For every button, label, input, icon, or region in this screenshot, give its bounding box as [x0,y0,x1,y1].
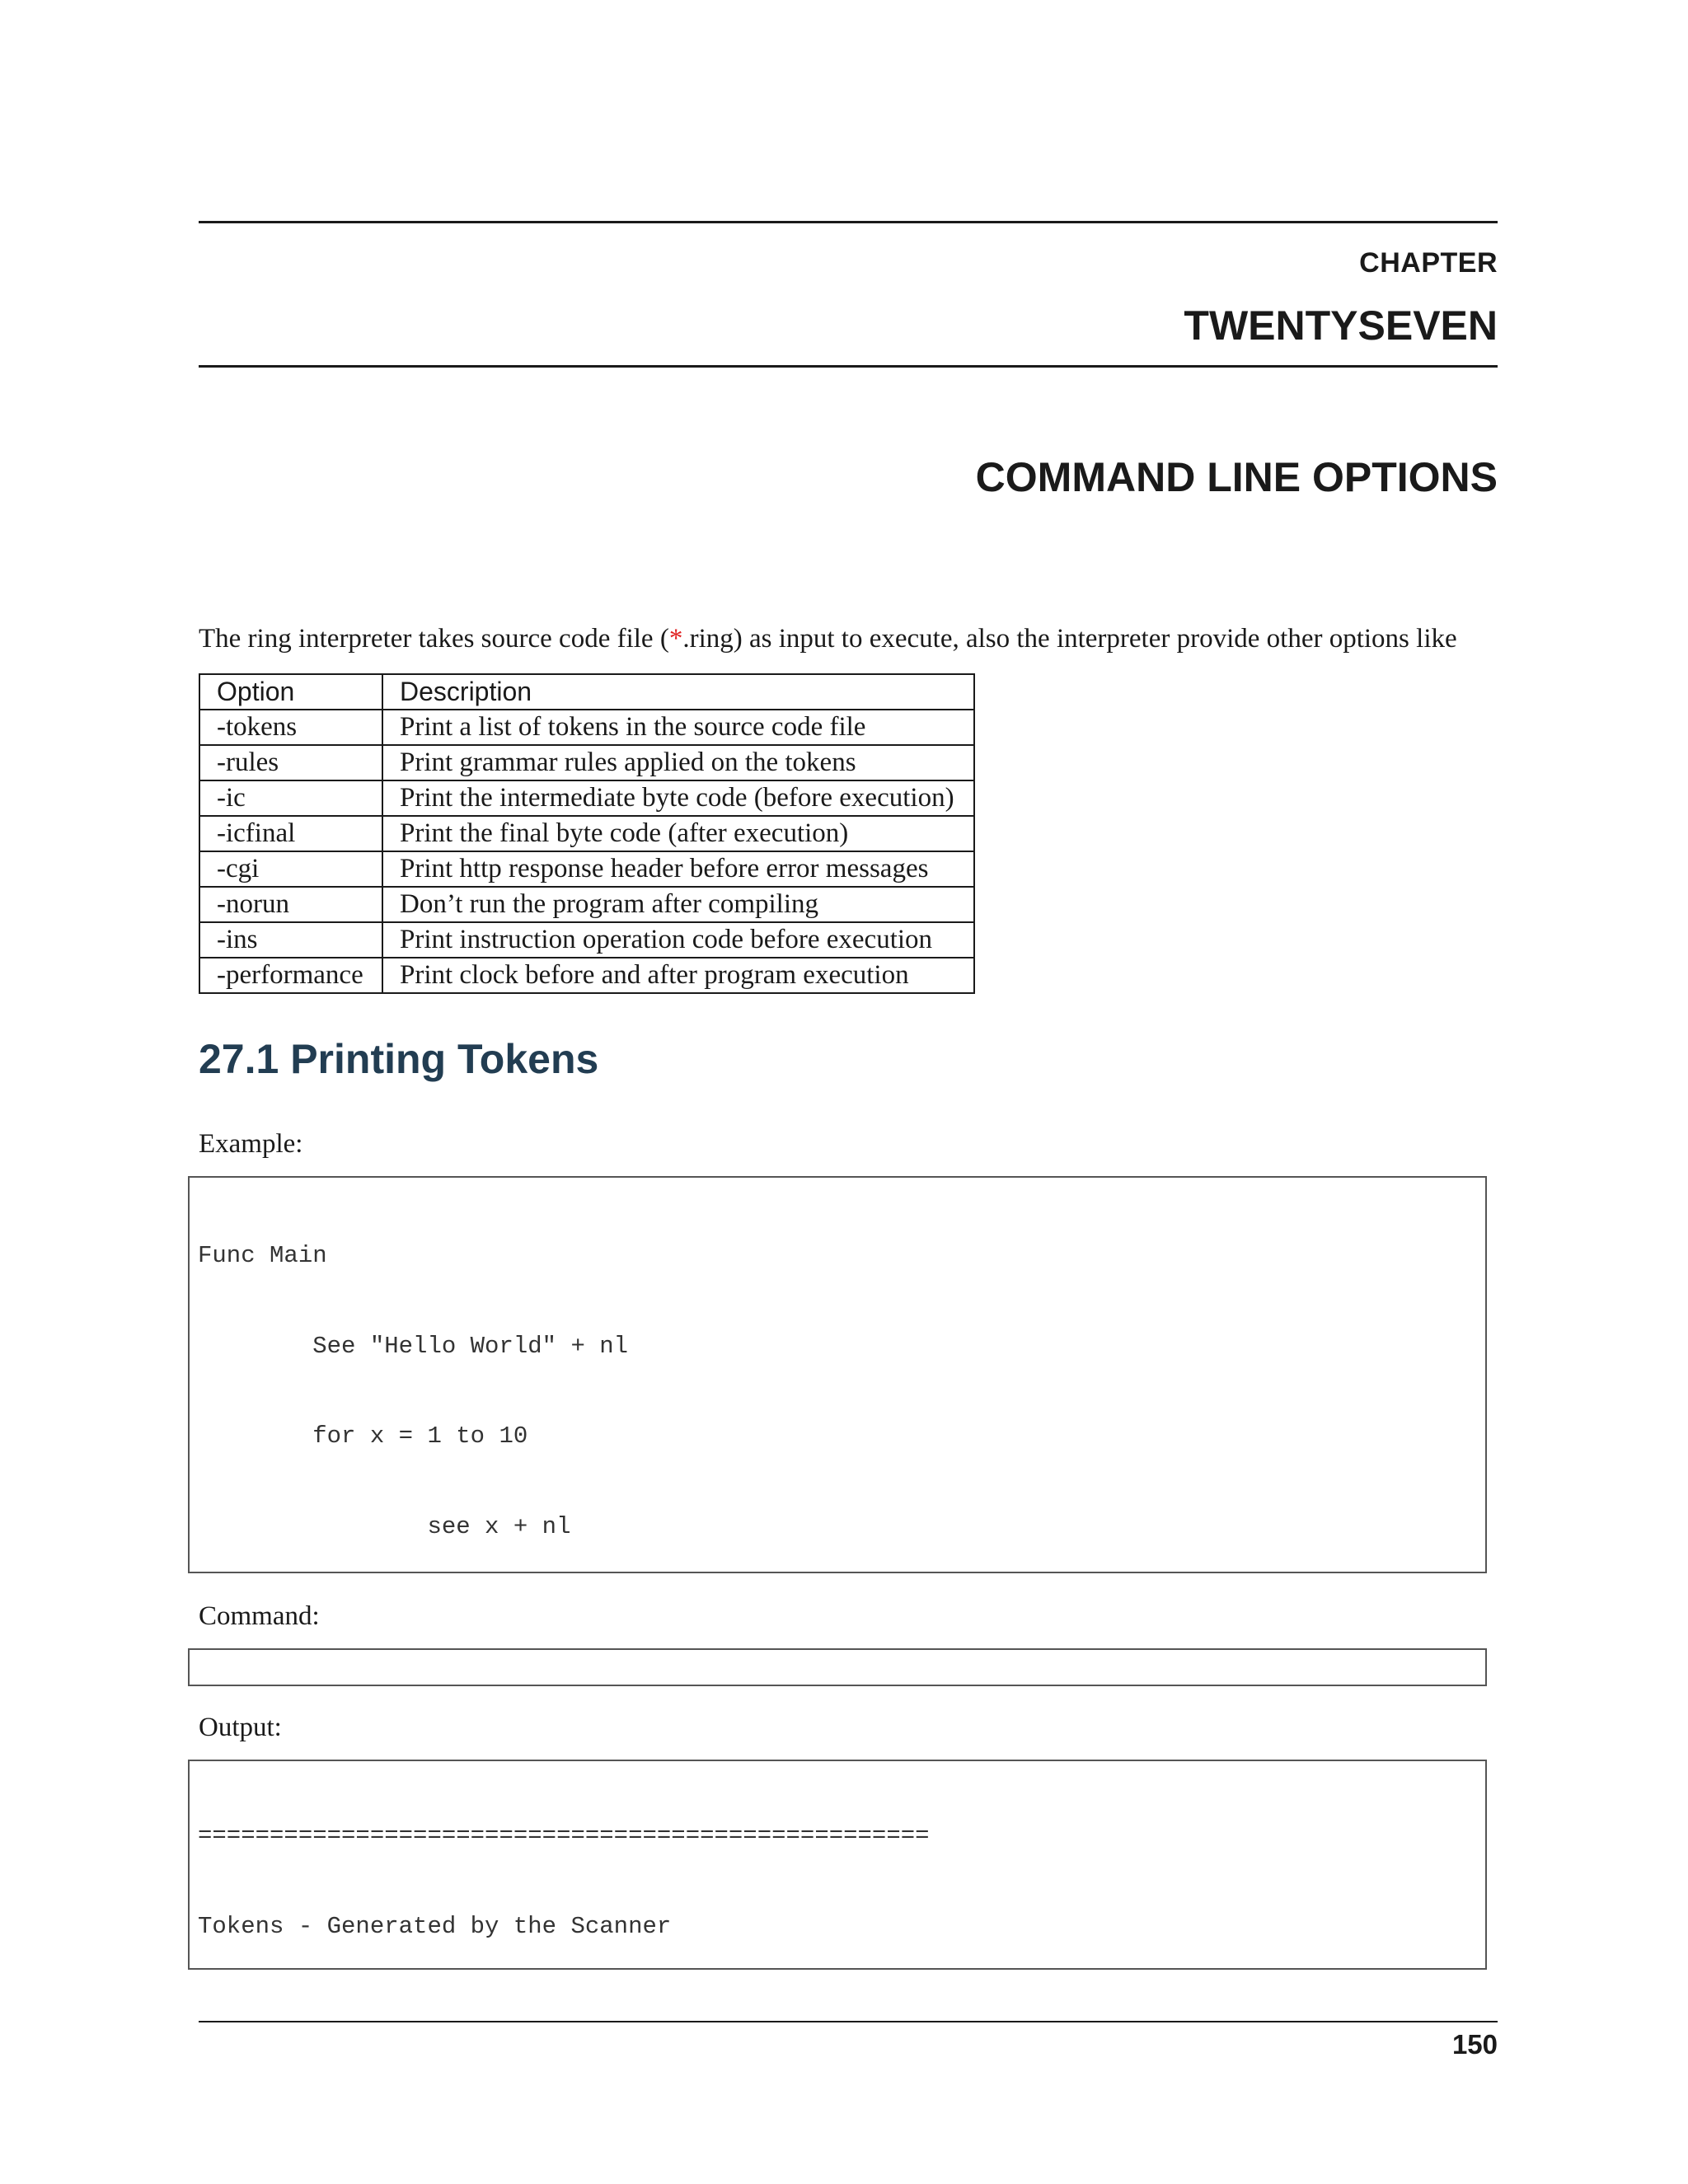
code-line: Tokens - Generated by the Scanner [198,1912,672,1940]
code-line: Func Main [198,1242,327,1269]
options-table-header [199,674,974,710]
option-cell: -performance [199,958,382,993]
option-cell: -cgi [199,851,382,887]
chapter-label: CHAPTER [1359,247,1498,279]
code-line: =================================================== [198,1822,930,1849]
output-code-block [188,1760,1487,1970]
option-cell: -ins [199,922,382,958]
code-line: See "Hello World" + nl [198,1332,629,1360]
option-cell: -rules [199,745,382,780]
header-option: Option [199,674,382,710]
example-label: Example: [199,1129,303,1159]
description-cell: Print the final byte code (after execution) [382,816,974,851]
description-cell: Print the intermediate byte code (before execution) [382,780,974,816]
table-row [199,922,974,958]
description-cell: Print instruction operation code before execution [382,922,974,958]
intro-text-before: The ring interpreter takes source code file ( [199,624,669,654]
description-cell: Print grammar rules applied on the tokens [382,745,974,780]
description-cell: Print a list of tokens in the source code file [382,710,974,745]
table-row [199,887,974,922]
chapter-top-rule [199,221,1498,223]
options-table [199,673,975,994]
example-code-block [188,1176,1487,1573]
intro-text-after: .ring) as input to execute, also the interpreter provide other options like [682,624,1457,654]
table-row [199,780,974,816]
table-row [199,851,974,887]
command-code-block [188,1648,1487,1686]
code-line: see x + nl [198,1512,571,1540]
command-label: Command: [199,1601,320,1631]
output-label: Output: [199,1713,282,1742]
description-cell: Print clock before and after program execution [382,958,974,993]
intro-paragraph [199,624,1457,654]
description-cell: Don’t run the program after compiling [382,887,974,922]
table-row [199,710,974,745]
table-row [199,958,974,993]
option-cell: -icfinal [199,816,382,851]
option-cell: -norun [199,887,382,922]
table-row [199,745,974,780]
chapter-number: TWENTYSEVEN [1184,302,1498,349]
option-cell: -tokens [199,710,382,745]
option-cell: -ic [199,780,382,816]
page-number: 150 [1451,2029,1498,2060]
footer-rule [199,2021,1498,2022]
code-line: for x = 1 to 10 [198,1422,528,1450]
section-heading: 27.1 Printing Tokens [199,1036,599,1082]
chapter-bottom-rule [199,365,1498,368]
header-description: Description [382,674,974,710]
table-row [199,816,974,851]
intro-wildcard-link[interactable]: * [668,624,683,654]
description-cell: Print http response header before error messages [382,851,974,887]
chapter-title: COMMAND LINE OPTIONS [975,454,1498,500]
